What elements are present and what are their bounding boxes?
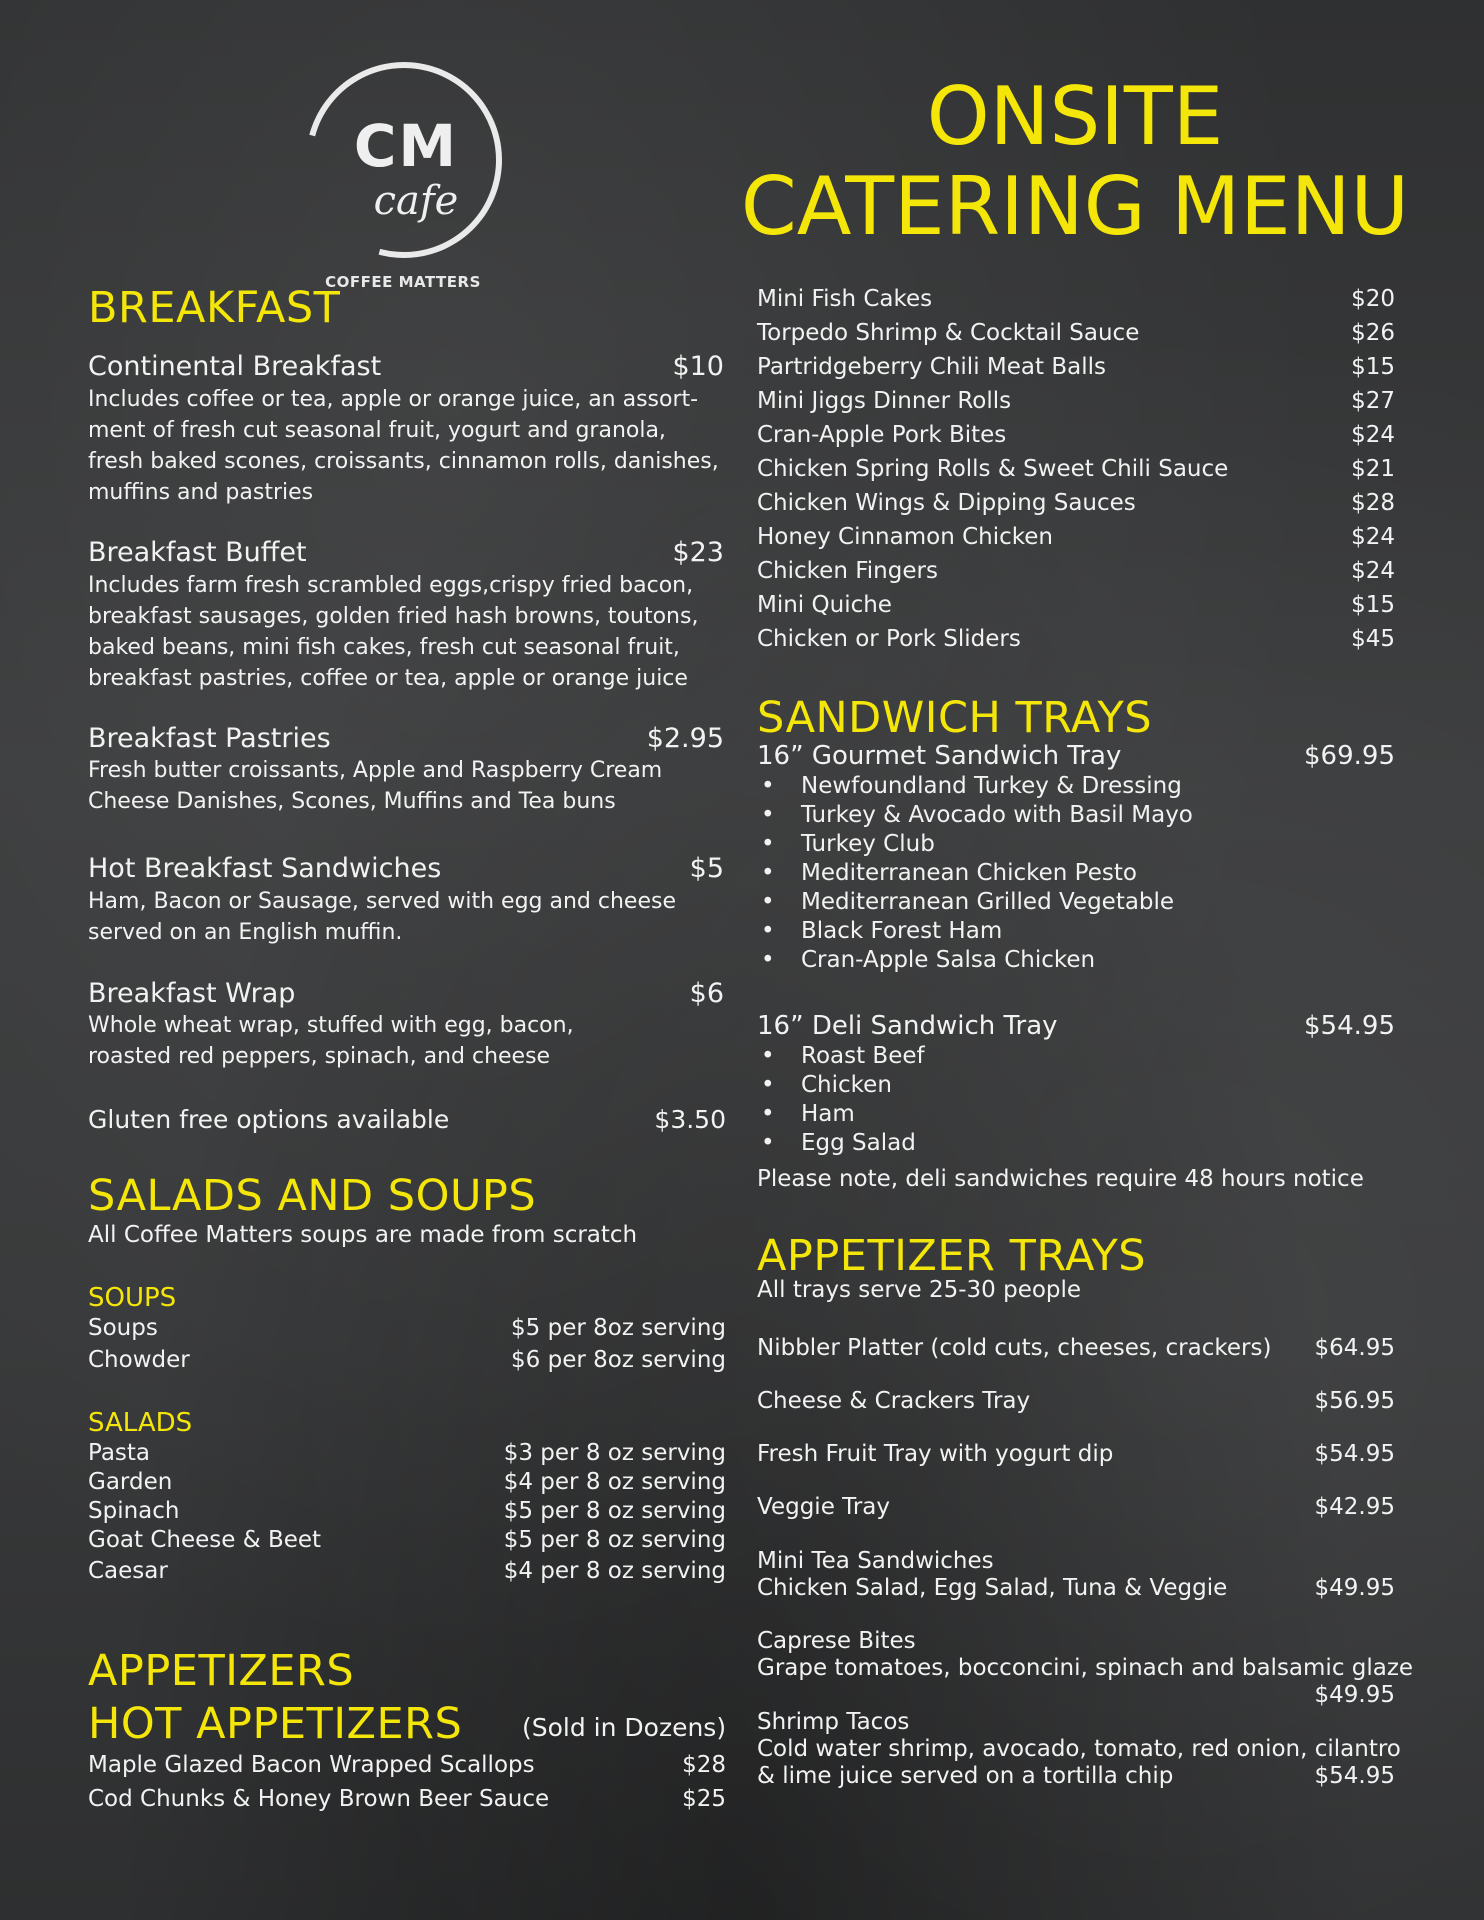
desc-line: ment of fresh cut seasonal fruit, yogurt and granola, xyxy=(88,418,666,443)
item-price: $3 per 8 oz serving xyxy=(503,1440,726,1466)
list-item: • Mediterranean Grilled Vegetable xyxy=(757,888,1397,917)
salads-subheading: SALADS xyxy=(88,1408,193,1438)
item-price: $25 xyxy=(682,1786,726,1812)
item-description: Chicken Salad, Egg Salad, Tuna & Veggie xyxy=(757,1575,1228,1601)
item-price: $24 xyxy=(1351,422,1395,448)
list-item: • Turkey Club xyxy=(757,830,1397,859)
desc-line: roasted red peppers, spinach, and cheese xyxy=(88,1044,551,1069)
item-description xyxy=(88,570,728,694)
list-item xyxy=(88,1527,726,1553)
list-item xyxy=(757,286,1395,320)
item-price: $2.95 xyxy=(646,723,724,754)
item-name: Partridgeberry Chili Meat Balls xyxy=(757,354,1106,380)
item-price: $6 xyxy=(689,978,724,1009)
item-price: $23 xyxy=(672,537,724,568)
menu-item xyxy=(88,723,724,754)
list-item: • Ham xyxy=(757,1100,1397,1129)
page-title xyxy=(740,72,1410,252)
item-price: $5 per 8 oz serving xyxy=(503,1527,726,1553)
item-price: $26 xyxy=(1351,320,1395,346)
hot-appetizers-list xyxy=(757,286,1395,660)
desc-line: baked beans, mini fish cakes, fresh cut seasonal fruit, xyxy=(88,635,680,660)
item-name: Caprese Bites xyxy=(757,1628,916,1654)
list-item xyxy=(757,490,1395,524)
list-item xyxy=(757,524,1395,558)
item-price: $15 xyxy=(1351,354,1395,380)
salads-soups-heading: SALADS AND SOUPS xyxy=(88,1171,537,1221)
item-description: & lime juice served on a tortilla chip xyxy=(757,1763,1174,1789)
item-name: Mini Jiggs Dinner Rolls xyxy=(757,388,1012,414)
item-name: Mini Tea Sandwiches xyxy=(757,1548,994,1574)
item-name: Fresh Fruit Tray with yogurt dip xyxy=(757,1441,1114,1467)
menu-item xyxy=(88,978,724,1009)
list-item xyxy=(88,1752,726,1778)
item-price: $69.95 xyxy=(1304,741,1395,771)
list-item xyxy=(88,1440,726,1466)
item-description xyxy=(88,1010,728,1072)
page-title-line2: CATERING MENU xyxy=(740,160,1410,253)
list-item xyxy=(757,592,1395,626)
page-title-line1: ONSITE xyxy=(926,70,1224,163)
item-name: Mini Quiche xyxy=(757,592,892,618)
breakfast-heading: BREAKFAST xyxy=(88,283,341,333)
item-price: $49.95 xyxy=(1314,1682,1395,1708)
item-name: Chowder xyxy=(88,1347,190,1373)
item-name: Breakfast Buffet xyxy=(88,537,307,568)
item-name: Veggie Tray xyxy=(757,1494,890,1520)
logo-tagline: COFFEE MATTERS xyxy=(325,273,481,291)
list-item xyxy=(88,1558,726,1584)
item-name: Honey Cinnamon Chicken xyxy=(757,524,1053,550)
list-item xyxy=(757,422,1395,456)
list-item xyxy=(757,1335,1395,1361)
item-name: 16” Gourmet Sandwich Tray xyxy=(757,741,1122,771)
item-name: Chicken Fingers xyxy=(757,558,938,584)
logo-script: cafe xyxy=(373,178,459,224)
logo-mark: CM xyxy=(353,112,459,180)
item-price: $10 xyxy=(672,351,724,382)
item-name: Chicken or Pork Sliders xyxy=(757,626,1021,652)
item-name: Goat Cheese & Beet xyxy=(88,1527,322,1553)
gluten-free-row xyxy=(88,1105,726,1134)
deli-tray-list xyxy=(757,1042,1397,1158)
item-price: $54.95 xyxy=(1314,1441,1395,1467)
sold-in-dozens-note: (Sold in Dozens) xyxy=(522,1713,727,1742)
list-item: • Black Forest Ham xyxy=(757,917,1397,946)
item-price: $28 xyxy=(682,1752,726,1778)
desc-line: breakfast pastries, coffee or tea, apple or orange juice xyxy=(88,666,688,691)
item-price: $15 xyxy=(1351,592,1395,618)
list-item xyxy=(88,1498,726,1524)
trays-note: All trays serve 25-30 people xyxy=(757,1277,1082,1303)
item-name: Maple Glazed Bacon Wrapped Scallops xyxy=(88,1752,535,1778)
item-name: Garden xyxy=(88,1469,173,1495)
desc-line: muffins and pastries xyxy=(88,480,314,505)
item-name: Breakfast Pastries xyxy=(88,723,331,754)
item-price: $5 per 8 oz serving xyxy=(503,1498,726,1524)
item-name: 16” Deli Sandwich Tray xyxy=(757,1011,1058,1041)
item-price: $24 xyxy=(1351,558,1395,584)
item-price: $3.50 xyxy=(654,1105,726,1134)
soups-subheading: SOUPS xyxy=(88,1283,177,1313)
list-item xyxy=(757,1575,1395,1601)
item-name: Soups xyxy=(88,1315,158,1341)
list-item xyxy=(757,354,1395,388)
list-item: • Newfoundland Turkey & Dressing xyxy=(757,772,1397,801)
deli-note: Please note, deli sandwiches require 48 hours notice xyxy=(757,1166,1364,1192)
list-item: • Roast Beef xyxy=(757,1042,1397,1071)
item-price: $27 xyxy=(1351,388,1395,414)
list-item xyxy=(757,1763,1395,1789)
gourmet-tray-list xyxy=(757,772,1397,975)
menu-item xyxy=(88,351,724,382)
list-item xyxy=(757,1494,1395,1520)
item-price: $4 per 8 oz serving xyxy=(503,1469,726,1495)
list-item xyxy=(757,320,1395,354)
desc-line: Whole wheat wrap, stuffed with egg, bacon, xyxy=(88,1013,574,1038)
item-name: Cran-Apple Pork Bites xyxy=(757,422,1007,448)
desc-line: fresh baked scones, croissants, cinnamon rolls, danishes, xyxy=(88,449,719,474)
list-item xyxy=(757,558,1395,592)
item-name: Hot Breakfast Sandwiches xyxy=(88,853,442,884)
item-price: $42.95 xyxy=(1314,1494,1395,1520)
item-name: Cheese & Crackers Tray xyxy=(757,1388,1031,1414)
list-item xyxy=(757,388,1395,422)
hot-appetizers-heading: HOT APPETIZERS xyxy=(88,1699,463,1749)
item-price: $54.95 xyxy=(1314,1763,1395,1789)
desc-line: breakfast sausages, golden fried hash browns, toutons, xyxy=(88,604,699,629)
list-item xyxy=(757,1441,1395,1467)
sandwich-trays-heading: SANDWICH TRAYS xyxy=(757,693,1153,743)
item-price: $28 xyxy=(1351,490,1395,516)
item-name: Continental Breakfast xyxy=(88,351,382,382)
item-description: Cold water shrimp, avocado, tomato, red onion, cilantro xyxy=(757,1736,1401,1762)
cafe-logo xyxy=(296,54,510,290)
appetizers-heading: APPETIZERS xyxy=(88,1646,355,1696)
appetizer-trays-heading: APPETIZER TRAYS xyxy=(757,1231,1147,1281)
item-description: Grape tomatoes, bocconcini, spinach and balsamic glaze xyxy=(757,1655,1414,1681)
item-name: Shrimp Tacos xyxy=(757,1709,910,1735)
soups-note: All Coffee Matters soups are made from scratch xyxy=(88,1222,638,1248)
item-price: $56.95 xyxy=(1314,1388,1395,1414)
item-name: Breakfast Wrap xyxy=(88,978,296,1009)
list-item xyxy=(88,1469,726,1495)
menu-item xyxy=(88,537,724,568)
item-price: $49.95 xyxy=(1314,1575,1395,1601)
item-price: $54.95 xyxy=(1304,1011,1395,1041)
list-item: • Chicken xyxy=(757,1071,1397,1100)
item-price: $6 per 8oz serving xyxy=(511,1347,726,1373)
item-name: Spinach xyxy=(88,1498,180,1524)
item-description xyxy=(88,384,728,508)
list-item: • Cran-Apple Salsa Chicken xyxy=(757,946,1397,975)
list-item xyxy=(88,1786,726,1812)
item-name: Caesar xyxy=(88,1558,168,1584)
list-item xyxy=(88,1315,726,1341)
item-name: Pasta xyxy=(88,1440,151,1466)
list-item xyxy=(757,456,1395,490)
desc-line: Fresh butter croissants, Apple and Raspberry Cream xyxy=(88,758,663,783)
item-name: Cod Chunks & Honey Brown Beer Sauce xyxy=(88,1786,550,1812)
desc-line: Ham, Bacon or Sausage, served with egg and cheese xyxy=(88,889,676,914)
desc-line: Includes farm fresh scrambled eggs,crispy fried bacon, xyxy=(88,573,694,598)
item-description xyxy=(88,755,728,817)
item-name: Gluten free options available xyxy=(88,1105,450,1134)
item-price: $64.95 xyxy=(1314,1335,1395,1361)
item-price: $24 xyxy=(1351,524,1395,550)
item-name: Chicken Spring Rolls & Sweet Chili Sauce xyxy=(757,456,1229,482)
item-name: Torpedo Shrimp & Cocktail Sauce xyxy=(757,320,1140,346)
list-item xyxy=(757,1388,1395,1414)
menu-item xyxy=(757,1011,1395,1041)
list-item: • Turkey & Avocado with Basil Mayo xyxy=(757,801,1397,830)
item-price: $4 per 8 oz serving xyxy=(503,1558,726,1584)
item-price: $5 xyxy=(689,853,724,884)
item-price: $20 xyxy=(1351,286,1395,312)
desc-line: Includes coffee or tea, apple or orange juice, an assort- xyxy=(88,387,699,412)
menu-item xyxy=(88,853,724,884)
item-price: $21 xyxy=(1351,456,1395,482)
item-name: Nibbler Platter (cold cuts, cheeses, crackers) xyxy=(757,1335,1272,1361)
list-item: • Mediterranean Chicken Pesto xyxy=(757,859,1397,888)
desc-line: served on an English muffin. xyxy=(88,920,403,945)
item-name: Chicken Wings & Dipping Sauces xyxy=(757,490,1136,516)
list-item xyxy=(88,1347,726,1373)
desc-line: Cheese Danishes, Scones, Muffins and Tea buns xyxy=(88,789,616,814)
list-item: • Egg Salad xyxy=(757,1129,1397,1158)
list-item xyxy=(757,626,1395,660)
menu-item xyxy=(757,741,1395,771)
item-price: $45 xyxy=(1351,626,1395,652)
item-description xyxy=(88,886,728,948)
item-name: Mini Fish Cakes xyxy=(757,286,933,312)
item-price: $5 per 8oz serving xyxy=(511,1315,726,1341)
